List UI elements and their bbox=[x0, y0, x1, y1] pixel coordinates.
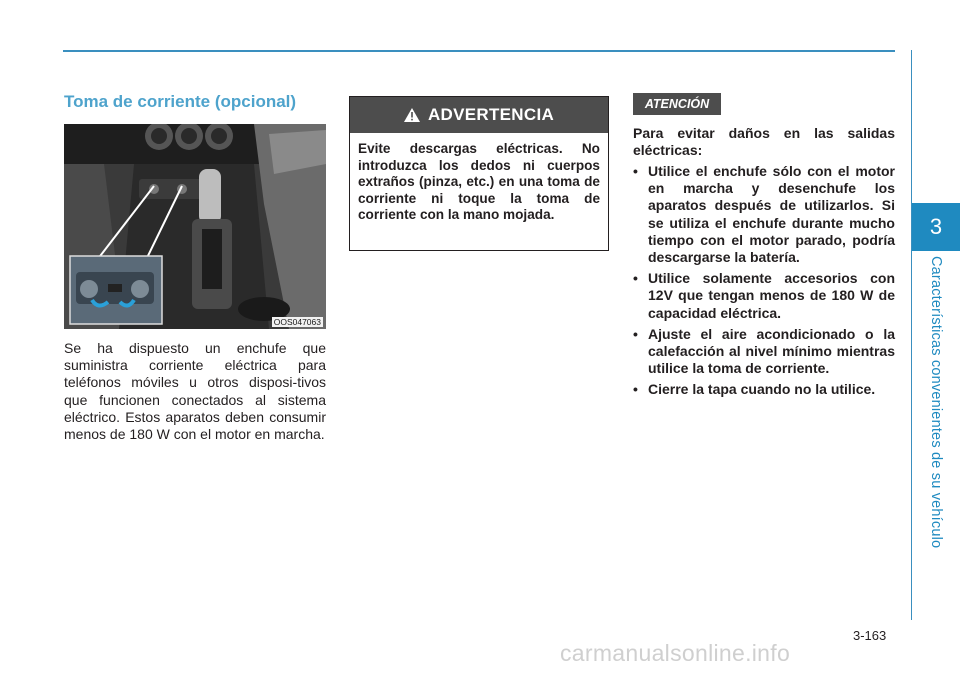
watermark[interactable]: carmanualsonline.info bbox=[560, 640, 791, 666]
warning-header bbox=[350, 97, 608, 133]
caution-item: • Cierre la tapa cuando no la utilice. bbox=[633, 381, 895, 398]
warning-label: ADVERTENCIA bbox=[427, 105, 555, 124]
section-title: Toma de corriente (opcional) bbox=[64, 92, 297, 111]
caution-label: ATENCIÓN bbox=[633, 93, 721, 115]
page-number: 3-163 bbox=[853, 628, 887, 643]
caution-list bbox=[633, 163, 895, 403]
warning-triangle-icon bbox=[404, 108, 420, 122]
warning-box bbox=[349, 96, 609, 251]
section-body: Se ha dispuesto un enchufe que suministra corriente eléctrica para teléfonos móviles u otros disposi-tivos que funcionen conectados al sistema eléctrico. Estos aparatos deben consumir menos de 180 W con el motor en marcha. bbox=[64, 340, 326, 443]
caution-item: • Utilice solamente accesorios con 12V que tengan menos de 180 W de capacidad eléctrica. bbox=[633, 270, 895, 322]
caution-item: • Utilice el enchufe sólo con el motor en marcha y desenchufe los aparatos después de utilizarlos. Si se utiliza el enchufe durante mucho tiempo con el motor parado, podría descargarse la batería. bbox=[633, 163, 895, 266]
car-console-illustration bbox=[64, 124, 326, 329]
caution-item: • Ajuste el aire acondicionado o la calefacción al nivel mínimo mientras utilice la toma de corriente. bbox=[633, 326, 895, 378]
side-rule bbox=[911, 50, 912, 620]
chapter-tab[interactable]: 3 bbox=[912, 203, 960, 251]
caution-intro: Para evitar daños en las salidas eléctricas: bbox=[633, 125, 895, 159]
chapter-title: Características convenientes de su vehículo bbox=[928, 256, 944, 549]
header-rule bbox=[63, 50, 895, 52]
power-outlet-photo bbox=[64, 124, 326, 329]
warning-text: Evite descargas eléctricas. No introduzca los dedos ni cuerpos extraños (pinza, etc.) en una toma de corriente ni toque la toma de corriente con la mano mojada. bbox=[358, 141, 600, 223]
image-code: OOS047063 bbox=[273, 317, 321, 327]
